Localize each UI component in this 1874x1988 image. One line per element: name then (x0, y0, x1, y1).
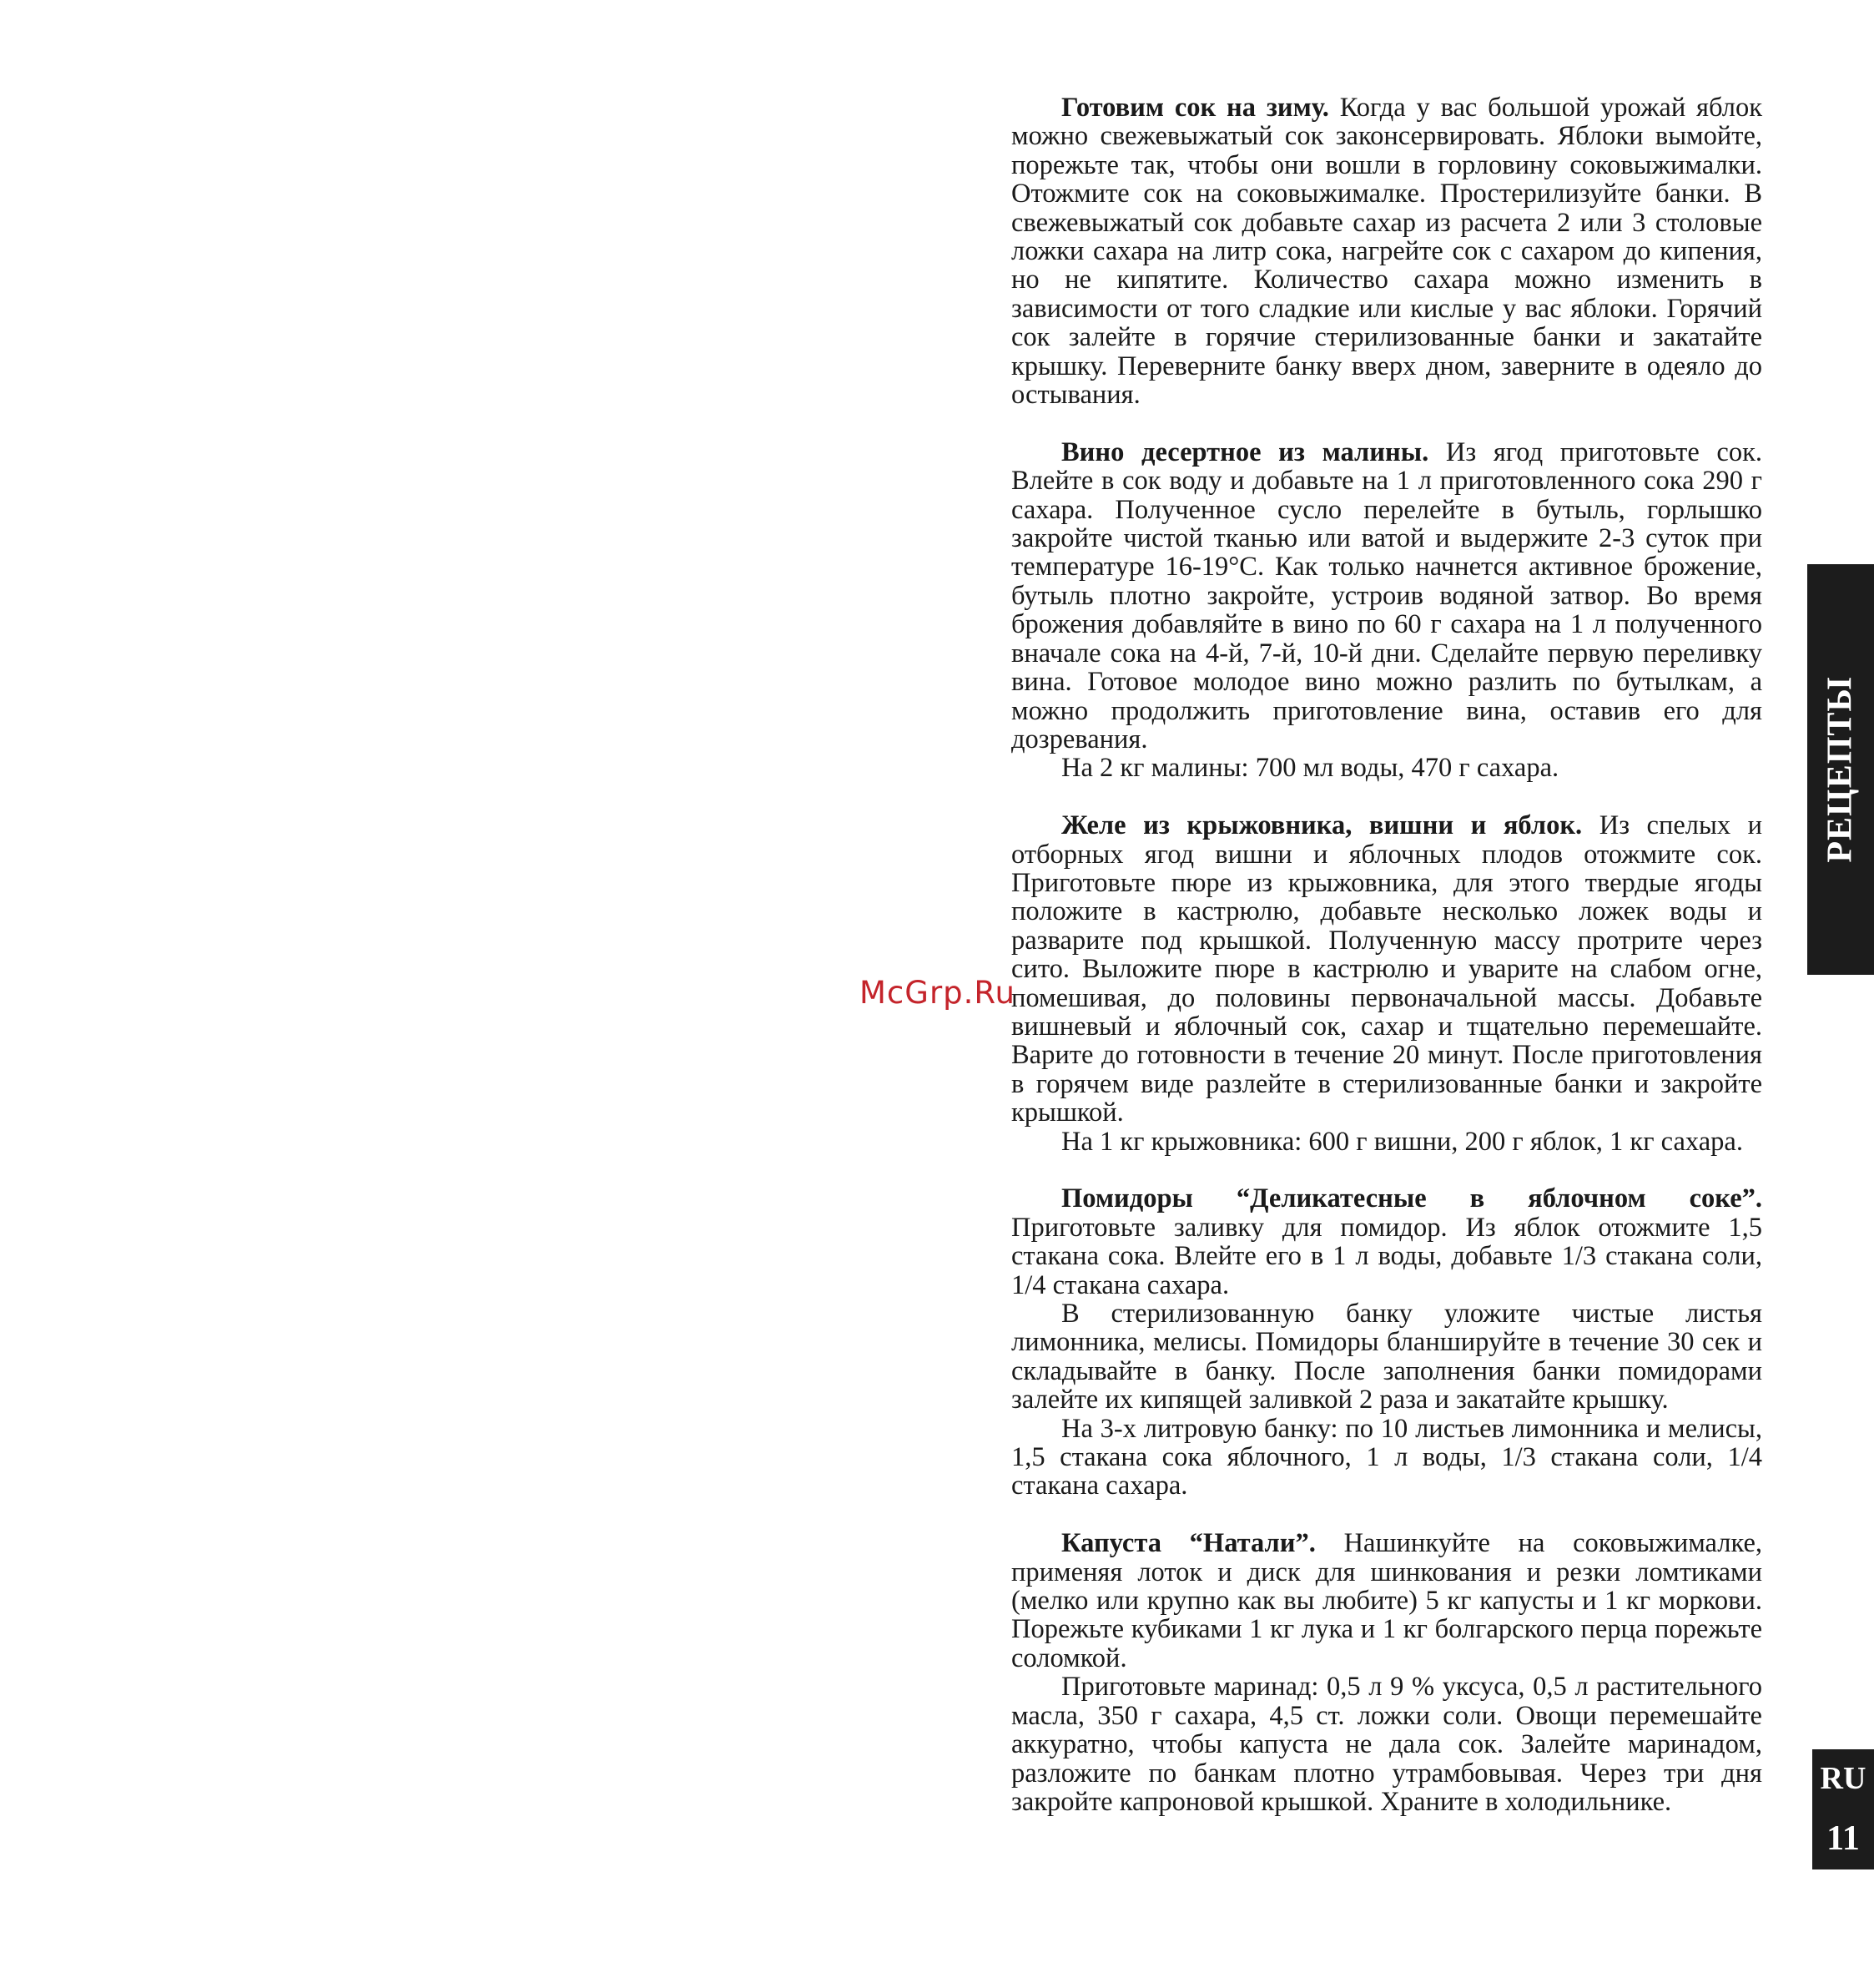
recipe-body-text: Из ягод приготовьте сок. Влейте в сок воду и добавьте на 1 л приготовленного сока 290 г сахара. Полученное сусло перелейте в бутыль, горлышко закройте чистой тканью или ватой и выдержите 2-3 суток при температуре 16-19°С. Как только начнется активное брожение, бутыль плотно закройте, устроив водяной затвор. Во время брожения добавляйте в вино по 60 г сахара на 1 л полученного вначале сока на 4-й, 7-й, 10-й дни. Сделайте первую переливку вина. Готовое молодое вино можно разлить по бутылкам, а можно продолжить приготовление вина, оставив его для дозревания. (1011, 436, 1762, 754)
recipe-paragraph (1011, 93, 1762, 409)
language-code: RU (1820, 1761, 1866, 1796)
recipe-paragraph: В стерилизованную банку уложите чистые листья лимонника, мелисы. Помидоры бланшируйте в течение 30 сек и складывайте в банку. После заполнения банки помидорами залейте их кипящей заливкой 2 раза и закатайте крышку. (1011, 1299, 1762, 1415)
recipe-paragraph: Приготовьте маринад: 0,5 л 9 % уксуса, 0,5 л растительного масла, 350 г сахара, 4,5 ст. ложки соли. Овощи перемешайте аккуратно, чтобы капуста не дала сок. Залейте маринадом, разложите по банкам плотно утрамбовывая. Через три дня закройте капроновой крышкой. Храните в холодильнике. (1011, 1672, 1762, 1817)
recipe-paragraph (1011, 811, 1762, 1127)
recipe-paragraph (1011, 1529, 1762, 1673)
watermark-text: McGrp.Ru (859, 975, 1015, 1011)
recipe-body-text: Когда у вас большой урожай яблок можно свежевыжатый сок законсервировать. Яблоки вымойте, порежьте так, чтобы они вошли в горловину соковыжималки. Отожмите сок на соковыжималке. Простерилизуйте банки. В свежевыжатый сок добавьте сахар из расчета 2 или 3 столовые ложки сахара на литр сока, нагрейте сок с сахаром до кипения, но не кипятите. Количество сахара можно изменить в зависимости от того сладкие или кислые у вас яблоки. Горячий сок залейте в горячие стерилизованные банки и закатайте крышку. Переверните банку вверх дном, заверните в одеяло до остывания. (1011, 93, 1762, 411)
page-badge (1812, 1749, 1874, 1869)
recipe-title: Готовим сок на зиму. (1061, 93, 1329, 123)
recipe-paragraph (1011, 438, 1762, 754)
recipe-title: Капуста “Натали”. (1061, 1528, 1316, 1559)
recipe-text-column (1011, 93, 1762, 1845)
recipe-body-text: Нашинкуйте на соковыжималке, применяя лоток и диск для шинкования и резки ломтиками (мелко или крупно как вы любите) 5 кг капусты и 1 кг моркови. Порежьте кубиками 1 кг лука и 1 кг болгарского перца порежьте соломкой. (1011, 1528, 1763, 1673)
recipe-body-text: Из спелых и отборных ягод вишни и яблочных плодов отожмите сок. Приготовьте пюре из крыжовника, для этого твердые ягоды положите в кастрюлю, добавьте несколько ложек воды и разварите под крышкой. Полученную массу протрите через сито. Выложите пюре в кастрюлю и уварите на слабом огне, помешивая, до половины первоначальной массы. Добавьте вишневый и яблочный сок, сахар и тщательно перемешайте. Варите до готовности в течение 20 минут. После приготовления в горячем виде разлейте в стерилизованные банки и закройте крышкой. (1011, 810, 1763, 1128)
recipe-body-text: Приготовьте заливку для помидор. Из яблок отожмите 1,5 стакана сока. Влейте его в 1 л воды, добавьте 1/3 стакана соли, 1/4 стакана сахара. (1011, 1212, 1762, 1300)
page-number: 11 (1826, 1819, 1860, 1858)
recipe-paragraph (1011, 1184, 1762, 1299)
recipe-ingredients: На 1 кг крыжовника: 600 г вишни, 200 г яблок, 1 кг сахара. (1061, 1126, 1743, 1157)
recipe-section-tomatoes (1011, 1184, 1762, 1500)
recipe-title: Вино десертное из малины. (1061, 436, 1429, 467)
recipe-title: Желе из крыжовника, вишни и яблок. (1061, 810, 1583, 841)
recipe-title: Помидоры “Деликатесные в яблочном соке”. (1061, 1183, 1762, 1214)
section-tab (1807, 564, 1874, 975)
section-tab-label: РЕЦЕПТЫ (1821, 676, 1860, 863)
recipe-section-gooseberry-jelly (1011, 811, 1762, 1156)
recipe-ingredients: На 2 кг малины: 700 мл воды, 470 г сахара. (1061, 753, 1559, 784)
recipe-section-cabbage (1011, 1529, 1762, 1816)
recipe-ingredients: На 3-х литровую банку: по 10 листьев лимонника и мелисы, 1,5 стакана сока яблочного, 1 л воды, 1/3 стакана соли, 1/4 стакана сахара. (1011, 1413, 1762, 1501)
recipe-section-winter-juice (1011, 93, 1762, 409)
recipe-section-raspberry-wine (1011, 438, 1762, 783)
